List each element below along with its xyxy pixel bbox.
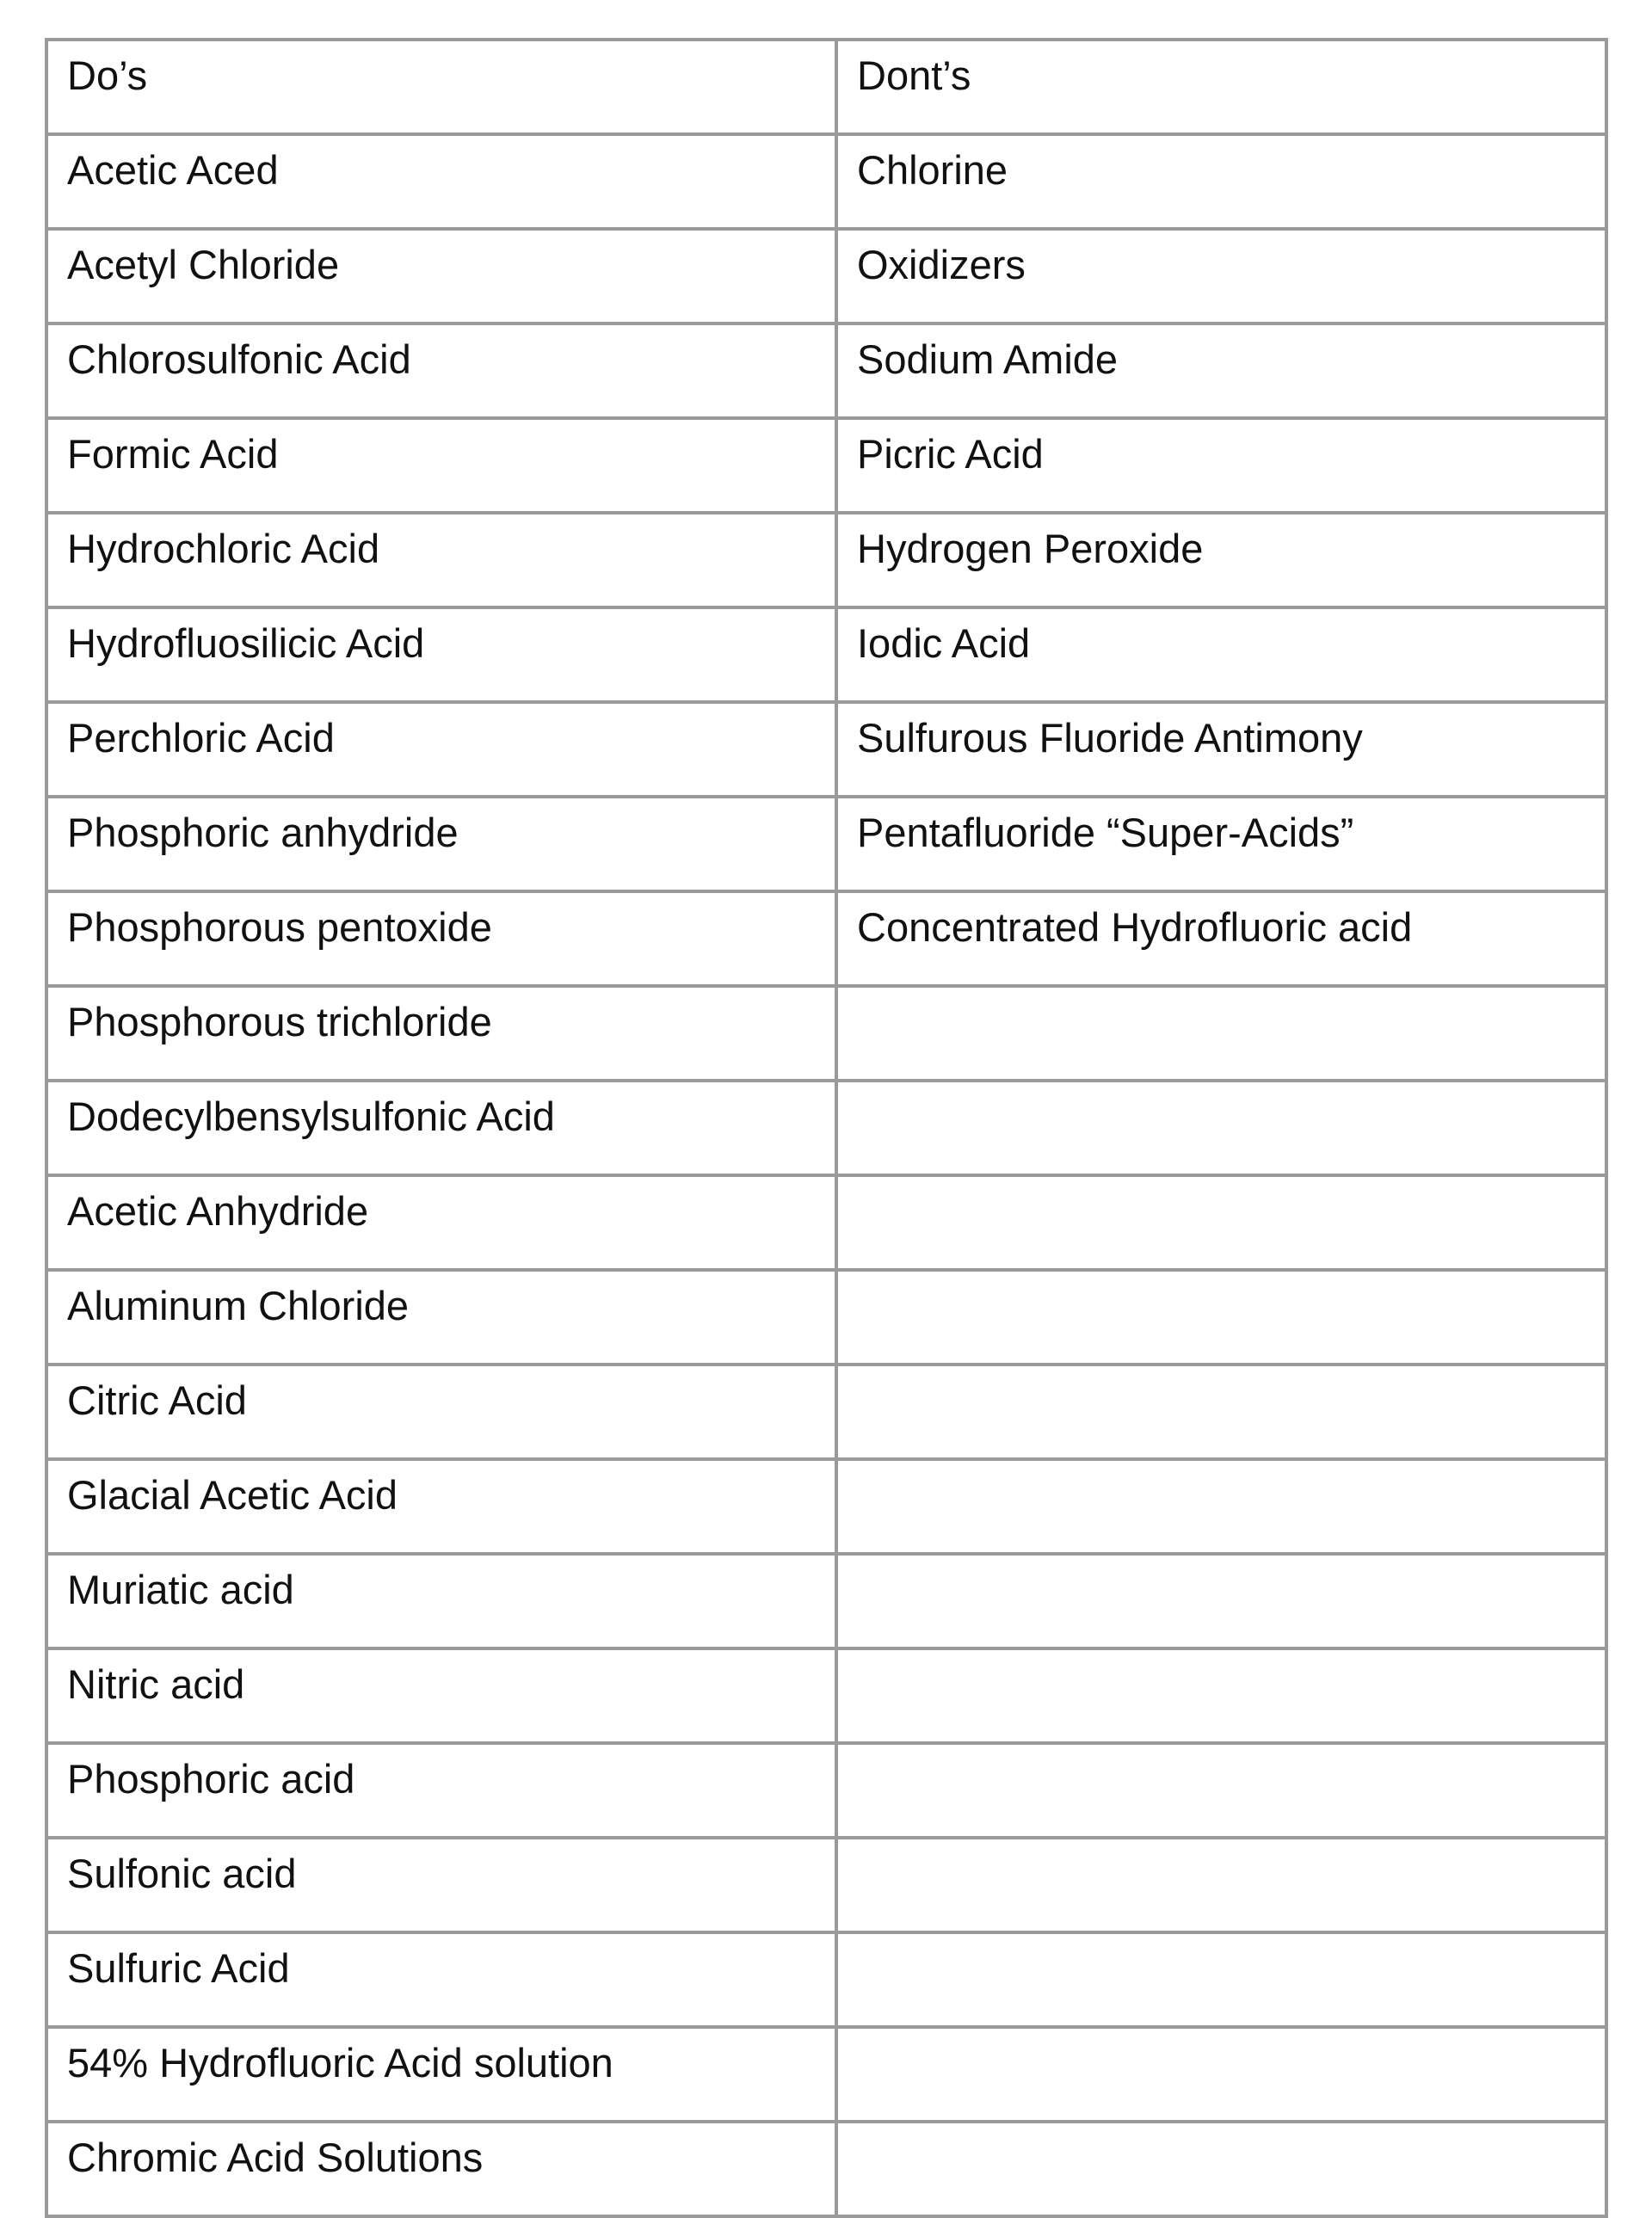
table-row [46,1270,1606,1365]
table-row [46,1365,1606,1459]
donts-cell [836,1459,1606,1554]
table-body [46,134,1606,2216]
dos-cell: Glacial Acetic Acid [46,1459,836,1554]
donts-cell [836,1270,1606,1365]
dos-cell: Sulfuric Acid [46,1932,836,2027]
donts-cell [836,2122,1606,2216]
dos-cell: Chlorosulfonic Acid [46,323,836,418]
table-row [46,702,1606,797]
table-row [46,1175,1606,1270]
table-row [46,1554,1606,1648]
dos-cell: Citric Acid [46,1365,836,1459]
dos-cell: Acetyl Chloride [46,229,836,323]
donts-cell [836,1648,1606,1743]
donts-cell [836,1743,1606,1838]
donts-cell [836,1838,1606,1932]
table-row [46,1932,1606,2027]
donts-cell [836,986,1606,1081]
donts-cell: Hydrogen Peroxide [836,513,1606,607]
dos-cell: Perchloric Acid [46,702,836,797]
table-header-row [46,40,1606,134]
dos-cell: 54% Hydrofluoric Acid solution [46,2027,836,2122]
dos-cell: Muriatic acid [46,1554,836,1648]
table-row [46,1081,1606,1175]
table-row [46,1743,1606,1838]
table-row [46,2027,1606,2122]
dos-cell: Hydrochloric Acid [46,513,836,607]
table-row [46,797,1606,891]
dos-cell: Phosphoric anhydride [46,797,836,891]
dos-cell: Hydrofluosilicic Acid [46,607,836,702]
table-row [46,986,1606,1081]
dos-donts-table [45,38,1608,2218]
donts-cell: Sulfurous Fluoride Antimony [836,702,1606,797]
dos-cell: Acetic Anhydride [46,1175,836,1270]
table-row [46,513,1606,607]
table-row [46,229,1606,323]
table-row [46,1459,1606,1554]
dos-cell: Sulfonic acid [46,1838,836,1932]
table-row [46,891,1606,986]
donts-cell: Iodic Acid [836,607,1606,702]
dos-cell: Chromic Acid Solutions [46,2122,836,2216]
donts-cell [836,1932,1606,2027]
donts-cell [836,1175,1606,1270]
dos-cell: Phosphorous trichloride [46,986,836,1081]
table-row [46,1648,1606,1743]
dos-cell: Aluminum Chloride [46,1270,836,1365]
table-row [46,134,1606,229]
dos-cell: Dodecylbensylsulfonic Acid [46,1081,836,1175]
table-row [46,607,1606,702]
table-row [46,323,1606,418]
donts-cell [836,1365,1606,1459]
dos-cell: Acetic Aced [46,134,836,229]
header-donts: Dont’s [836,40,1606,134]
dos-cell: Phosphoric acid [46,1743,836,1838]
donts-cell: Picric Acid [836,418,1606,513]
dos-cell: Nitric acid [46,1648,836,1743]
header-dos: Do’s [46,40,836,134]
donts-cell: Pentafluoride “Super-Acids” [836,797,1606,891]
donts-cell: Chlorine [836,134,1606,229]
donts-cell: Concentrated Hydrofluoric acid [836,891,1606,986]
table-row [46,1838,1606,1932]
donts-cell [836,1554,1606,1648]
table-row [46,418,1606,513]
table-row [46,2122,1606,2216]
donts-cell [836,1081,1606,1175]
donts-cell: Oxidizers [836,229,1606,323]
donts-cell [836,2027,1606,2122]
dos-cell: Phosphorous pentoxide [46,891,836,986]
donts-cell: Sodium Amide [836,323,1606,418]
dos-cell: Formic Acid [46,418,836,513]
